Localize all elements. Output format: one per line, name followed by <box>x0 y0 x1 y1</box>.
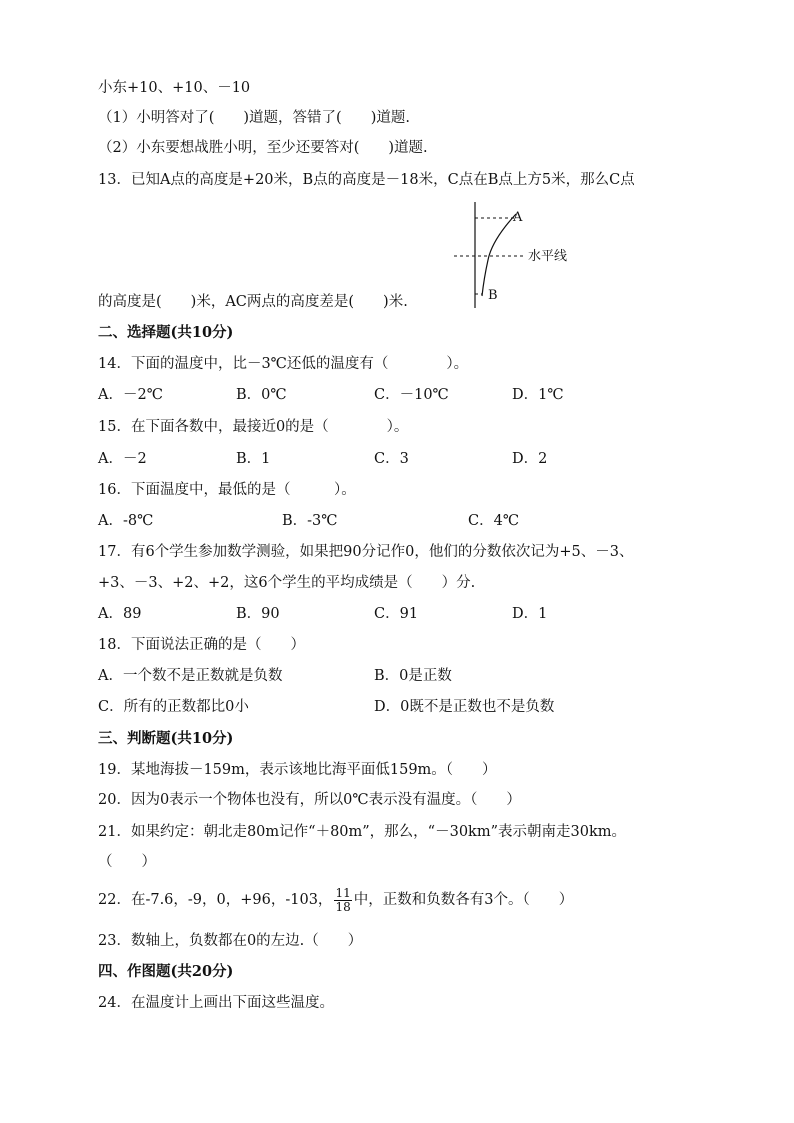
q22-fraction-numerator: 11 <box>335 885 351 900</box>
q15-option-d: D．2 <box>512 451 548 467</box>
q22-fraction <box>334 887 351 914</box>
q22-text <box>98 884 754 916</box>
q16-stem: 16．下面温度中，最低的是（ ）。 <box>98 482 356 498</box>
q23-text: 23．数轴上，负数都在0的左边.（ ） <box>98 933 363 949</box>
q18-option-a: A．一个数不是正数就是负数 <box>98 668 283 684</box>
q13-text-line2: 的高度是( )米，AC两点的高度差是( )米. <box>98 294 408 310</box>
q17-text-line1: 17．有6个学生参加数学测验，如果把90分记作0，他们的分数依次记为+5、－3、 <box>98 544 634 560</box>
q16-option-a: A．-8℃ <box>98 513 154 529</box>
section-2-title: 二、选择题(共10分) <box>98 324 234 341</box>
label-a: A <box>513 210 523 225</box>
section-3-title: 三、判断题(共10分) <box>98 730 234 747</box>
q17-text-line2: +3、－3、+2、+2，这6个学生的平均成绩是（ ）分. <box>98 575 476 591</box>
q21-text-line1: 21．如果约定：朝北走80m记作“＋80m”，那么，“－30km”表示朝南走30km。 <box>98 824 626 840</box>
q15-option-a: A．－2 <box>98 451 147 467</box>
q21-text-line2: （ ） <box>98 854 156 870</box>
curve <box>482 214 516 296</box>
q18-stem: 18．下面说法正确的是（ ） <box>98 637 305 653</box>
q14-option-b: B．0℃ <box>236 387 287 403</box>
q12-subquestion-1: （1）小明答对了( )道题，答错了( )道题. <box>98 110 410 126</box>
q15-option-c: C．3 <box>374 451 409 467</box>
q12-subquestion-2: （2）小东要想战胜小明，至少还要答对( )道题. <box>98 140 428 156</box>
q14-option-d: D．1℃ <box>512 387 564 403</box>
q18-option-b: B．0是正数 <box>374 668 452 684</box>
q12-xiaodong-scores: 小东+10、+10、－10 <box>98 80 251 96</box>
q14-option-a: A．－2℃ <box>98 387 163 403</box>
q15-option-b: B．1 <box>236 451 271 467</box>
q13-text-line1: 13．已知A点的高度是+20米，B点的高度是－18米，C点在B点上方5米，那么C点 <box>98 172 635 188</box>
q17-option-d: D．1 <box>512 606 548 622</box>
q17-option-b: B．90 <box>236 606 280 622</box>
q14-stem: 14．下面的温度中，比－3℃还低的温度有（ ）。 <box>98 356 469 372</box>
q22-prefix: 22．在-7.6，-9，0，+96，-103， <box>98 892 333 908</box>
q17-option-c: C．91 <box>374 606 419 622</box>
q24-text: 24．在温度计上画出下面这些温度。 <box>98 995 334 1011</box>
q20-text: 20．因为0表示一个物体也没有，所以0℃表示没有温度。（ ） <box>98 792 521 808</box>
q22-suffix: 中，正数和负数各有3个。（ ） <box>353 892 574 908</box>
label-horizon: 水平线 <box>528 249 568 264</box>
q14-option-c: C．－10℃ <box>374 387 449 403</box>
q15-stem: 15．在下面各数中，最接近0的是（ ）。 <box>98 419 409 435</box>
q17-option-a: A．89 <box>98 606 142 622</box>
section-4-title: 四、作图题(共20分) <box>98 963 234 980</box>
q18-option-c: C．所有的正数都比0小 <box>98 699 249 715</box>
q19-text: 19．某地海拔－159m，表示该地比海平面低159m。（ ） <box>98 762 497 778</box>
q16-option-c: C．4℃ <box>468 513 520 529</box>
q22-fraction-denominator: 18 <box>335 899 351 914</box>
q16-option-b: B．-3℃ <box>282 513 338 529</box>
q18-option-d: D．0既不是正数也不是负数 <box>374 699 555 715</box>
label-b: B <box>488 288 498 303</box>
